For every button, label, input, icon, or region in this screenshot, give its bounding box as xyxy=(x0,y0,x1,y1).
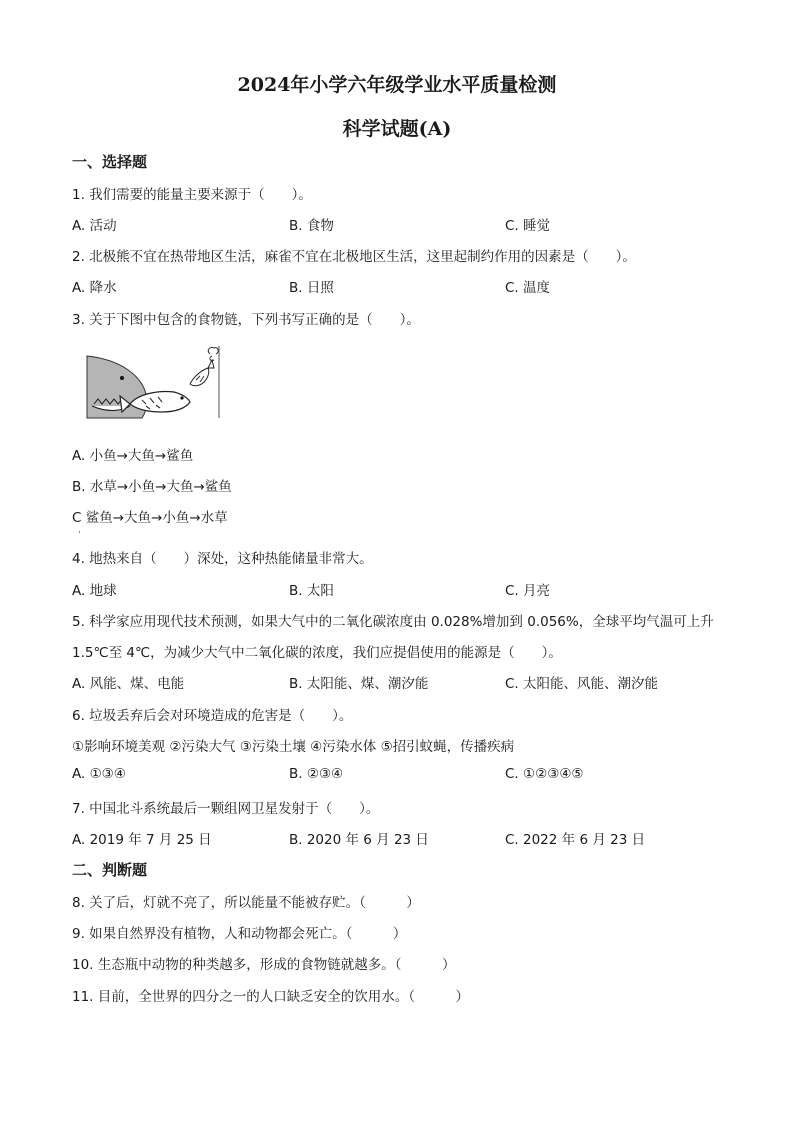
question-4-option-b: B. 太阳 xyxy=(289,583,334,599)
question-6-stem-line-2: ①影响环境美观 ②污染大气 ③污染土壤 ④污染水体 ⑤招引蚊蝇，传播疾病 xyxy=(72,739,515,755)
question-2-option-b: B. 日照 xyxy=(289,280,334,296)
question-8: 8. 关了后，灯就不亮了，所以能量不能被存贮。（ ） xyxy=(72,895,420,911)
question-5-option-c: C. 太阳能、风能、潮汐能 xyxy=(505,676,659,692)
question-7-option-a: A. 2019 年 7 月 25 日 xyxy=(72,832,212,848)
question-5-stem: 5. 科学家应用现代技术预测，如果大气中的二氧化碳浓度由 0.028%增加到 0.056%，全球平均气温可上升 xyxy=(72,614,714,630)
food-chain-figure xyxy=(86,342,222,420)
big-fish-eye xyxy=(180,396,183,399)
shark-eye xyxy=(120,376,124,380)
question-3-stem: 3. 关于下图中包含的食物链，下列书写正确的是（ ）。 xyxy=(72,312,420,328)
stray-dot: · xyxy=(78,528,81,538)
small-fish-tail xyxy=(208,360,214,368)
question-3-option-c: C 鲨鱼→大鱼→小鱼→水草 xyxy=(72,510,228,526)
question-1-option-c: C. 睡觉 xyxy=(505,218,551,234)
question-7-option-c: C. 2022 年 6 月 23 日 xyxy=(505,832,646,848)
question-1-option-b: B. 食物 xyxy=(289,218,334,234)
question-7-stem: 7. 中国北斗系统最后一颗组网卫星发射于（ ）。 xyxy=(72,801,380,817)
question-3-option-a: A. 小鱼→大鱼→鲨鱼 xyxy=(72,448,194,464)
question-1-option-a: A. 活动 xyxy=(72,218,117,234)
question-5-option-b: B. 太阳能、煤、潮汐能 xyxy=(289,676,429,692)
question-11: 11. 目前，全世界的四分之一的人口缺乏安全的饮用水。（ ） xyxy=(72,989,470,1005)
question-6-option-c: C. ①②③④⑤ xyxy=(505,766,584,782)
question-5-option-a: A. 风能、煤、电能 xyxy=(72,676,185,692)
question-4-stem: 4. 地热来自（ ）深处，这种热能储量非常大。 xyxy=(72,551,373,567)
question-10: 10. 生态瓶中动物的种类越多，形成的食物链就越多。（ ） xyxy=(72,957,456,973)
question-9: 9. 如果自然界没有植物，人和动物都会死亡。（ ） xyxy=(72,926,407,942)
question-4-option-c: C. 月亮 xyxy=(505,583,551,599)
exam-title: 2024年小学六年级学业水平质量检测 xyxy=(237,74,557,96)
question-3-option-b: B. 水草→小鱼→大鱼→鲨鱼 xyxy=(72,479,232,495)
question-7-option-b: B. 2020 年 6 月 23 日 xyxy=(289,832,429,848)
question-6-option-b: B. ②③④ xyxy=(289,766,344,782)
question-4-option-a: A. 地球 xyxy=(72,583,117,599)
water-plant xyxy=(208,347,218,360)
question-1-stem: 1. 我们需要的能量主要来源于（ ）。 xyxy=(72,187,312,203)
question-5-stem-line-2: 1.5℃至 4℃，为减少大气中二氧化碳的浓度，我们应提倡使用的能源是（ ）。 xyxy=(72,645,562,661)
exam-subtitle: 科学试题(A) xyxy=(342,118,452,140)
question-6-option-a: A. ①③④ xyxy=(72,766,126,782)
section-choice-heading: 一、选择题 xyxy=(72,153,148,171)
question-2-option-a: A. 降水 xyxy=(72,280,117,296)
section-judge-heading: 二、判断题 xyxy=(72,861,148,879)
question-2-stem: 2. 北极熊不宜在热带地区生活，麻雀不宜在北极地区生活，这里起制约作用的因素是（ ）。 xyxy=(72,249,636,265)
question-6-stem: 6. 垃圾丢弃后会对环境造成的危害是（ ）。 xyxy=(72,708,353,724)
question-2-option-c: C. 温度 xyxy=(505,280,551,296)
